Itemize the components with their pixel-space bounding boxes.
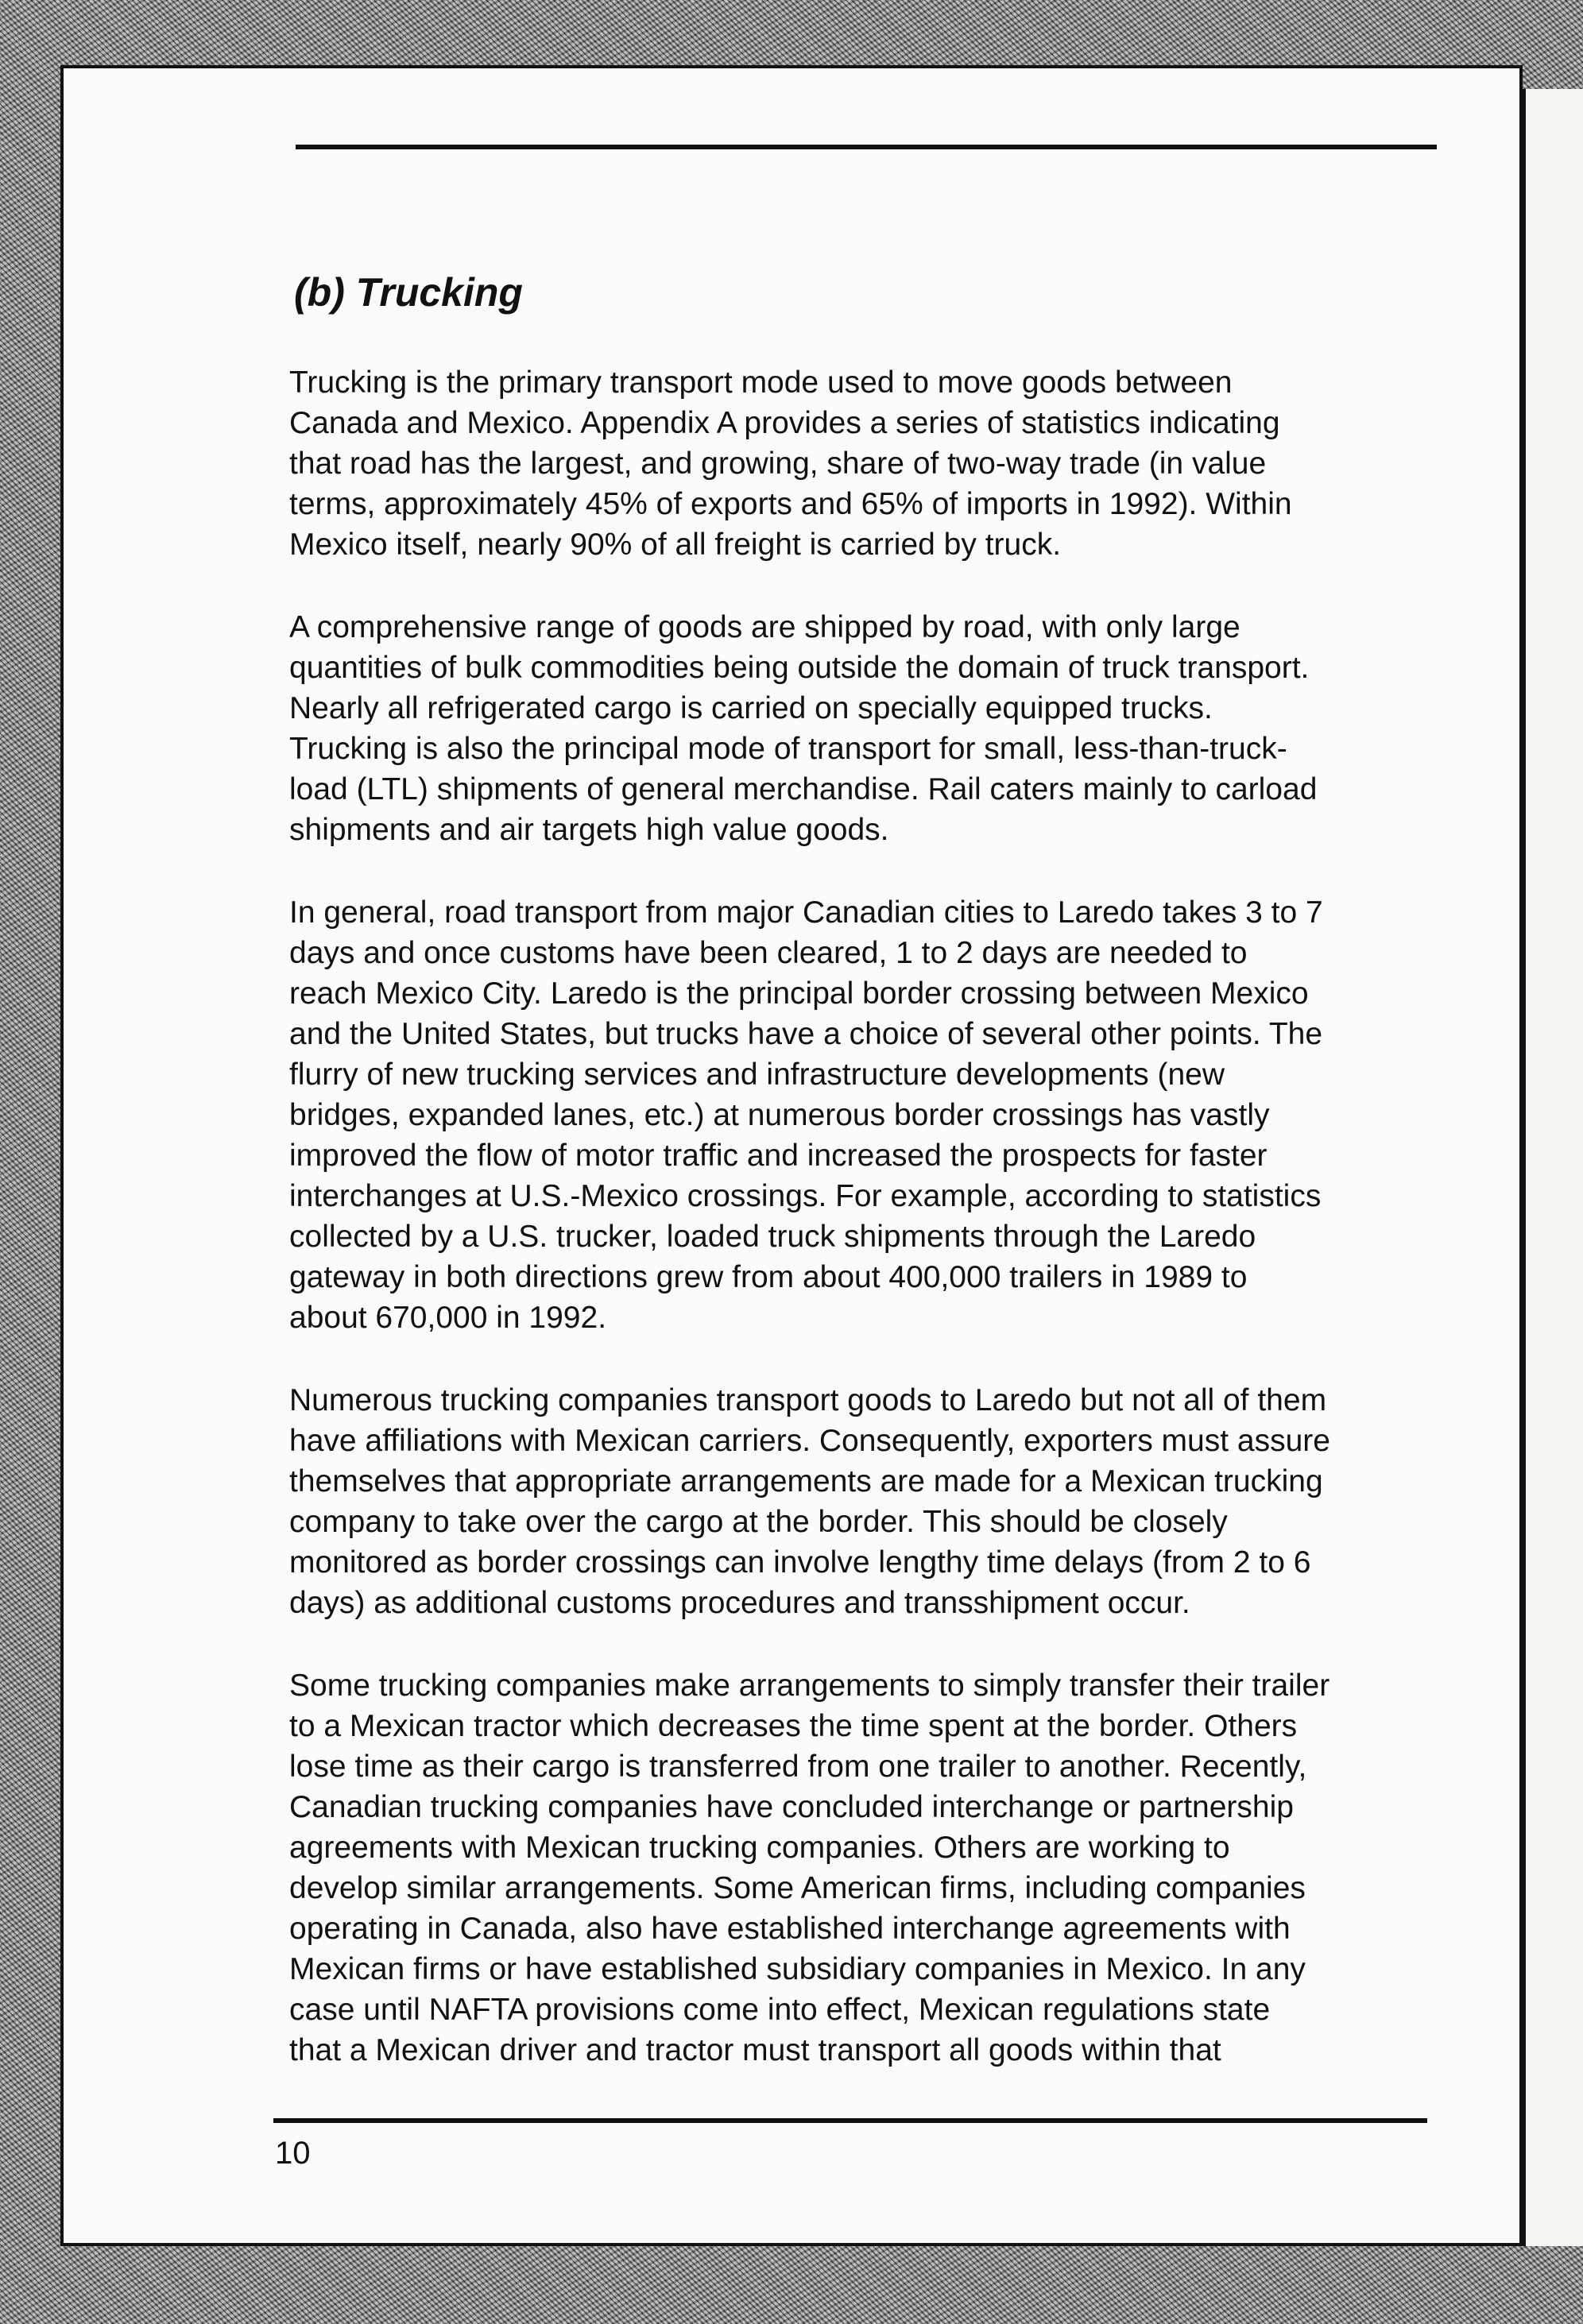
paragraph-carrier-affiliations xyxy=(289,1380,1461,1623)
text-line: In general, road transport from major Canadian cities to Laredo takes 3 to 7 xyxy=(289,895,1323,930)
text-line: load (LTL) shipments of general merchandise. Rail caters mainly to carload xyxy=(289,772,1318,806)
text-line: Trucking is the primary transport mode used to move goods between xyxy=(289,365,1233,400)
text-line: bridges, expanded lanes, etc.) at numerous border crossings has vastly xyxy=(289,1098,1270,1132)
text-line: lose time as their cargo is transferred from one trailer to another. Recently, xyxy=(289,1750,1307,1784)
text-line: quantities of bulk commodities being outside the domain of truck transport. xyxy=(289,651,1310,685)
document-page xyxy=(60,65,1523,2246)
text-line: terms, approximately 45% of exports and 65% of imports in 1992). Within xyxy=(289,487,1292,521)
text-line: gateway in both directions grew from about 400,000 trailers in 1989 to xyxy=(289,1260,1248,1294)
text-line: operating in Canada, also have established interchange agreements with xyxy=(289,1912,1291,1946)
text-line: monitored as border crossings can involve lengthy time delays (from 2 to 6 xyxy=(289,1545,1311,1580)
text-line: agreements with Mexican trucking companies. Others are working to xyxy=(289,1831,1230,1865)
paragraph-interchange-agreements xyxy=(289,1665,1461,2071)
body-text xyxy=(289,362,1461,2113)
paragraph-trucking-overview xyxy=(289,362,1461,565)
top-rule xyxy=(296,145,1437,149)
page-number: 10 xyxy=(275,2136,311,2171)
paragraph-goods-shipped xyxy=(289,607,1461,850)
text-line: collected by a U.S. trucker, loaded truck shipments through the Laredo xyxy=(289,1220,1256,1254)
text-line: improved the flow of motor traffic and increased the prospects for faster xyxy=(289,1139,1268,1173)
adjacent-page-edge xyxy=(1523,89,1583,2246)
text-line: interchanges at U.S.-Mexico crossings. For example, according to statistics xyxy=(289,1179,1322,1213)
text-line: Mexican firms or have established subsidiary companies in Mexico. In any xyxy=(289,1952,1306,1986)
text-line: have affiliations with Mexican carriers. Consequently, exporters must assure xyxy=(289,1424,1330,1458)
text-line: develop similar arrangements. Some American firms, including companies xyxy=(289,1871,1306,1905)
text-line: Some trucking companies make arrangements to simply transfer their trailer xyxy=(289,1669,1330,1703)
text-line: shipments and air targets high value goods. xyxy=(289,813,889,847)
text-line: and the United States, but trucks have a choice of several other points. The xyxy=(289,1017,1323,1051)
text-line: A comprehensive range of goods are shipped by road, with only large xyxy=(289,610,1240,644)
text-line: Canadian trucking companies have concluded interchange or partnership xyxy=(289,1790,1294,1824)
text-line: case until NAFTA provisions come into effect, Mexican regulations state xyxy=(289,1993,1271,2027)
bottom-rule xyxy=(273,2118,1427,2123)
text-line: Canada and Mexico. Appendix A provides a series of statistics indicating xyxy=(289,406,1280,440)
text-line: about 670,000 in 1992. xyxy=(289,1301,607,1335)
text-line: that road has the largest, and growing, share of two-way trade (in value xyxy=(289,447,1267,481)
text-line: days and once customs have been cleared, 1 to 2 days are needed to xyxy=(289,936,1248,970)
text-line: that a Mexican driver and tractor must transport all goods within that xyxy=(289,2033,1221,2067)
text-line: reach Mexico City. Laredo is the principal border crossing between Mexico xyxy=(289,976,1309,1011)
text-line: Nearly all refrigerated cargo is carried on specially equipped trucks. xyxy=(289,691,1213,725)
text-line: themselves that appropriate arrangements are made for a Mexican trucking xyxy=(289,1464,1323,1498)
text-line: to a Mexican tractor which decreases the time spent at the border. Others xyxy=(289,1709,1298,1743)
text-line: flurry of new trucking services and infrastructure developments (new xyxy=(289,1058,1225,1092)
paragraph-transit-times xyxy=(289,892,1461,1338)
text-line: company to take over the cargo at the border. This should be closely xyxy=(289,1505,1228,1539)
text-line: days) as additional customs procedures and transshipment occur. xyxy=(289,1586,1190,1620)
text-line: Mexico itself, nearly 90% of all freight is carried by truck. xyxy=(289,528,1062,562)
text-line: Numerous trucking companies transport goods to Laredo but not all of them xyxy=(289,1383,1327,1417)
text-line: Trucking is also the principal mode of transport for small, less-than-truck- xyxy=(289,732,1287,766)
section-heading: (b) Trucking xyxy=(294,270,523,315)
